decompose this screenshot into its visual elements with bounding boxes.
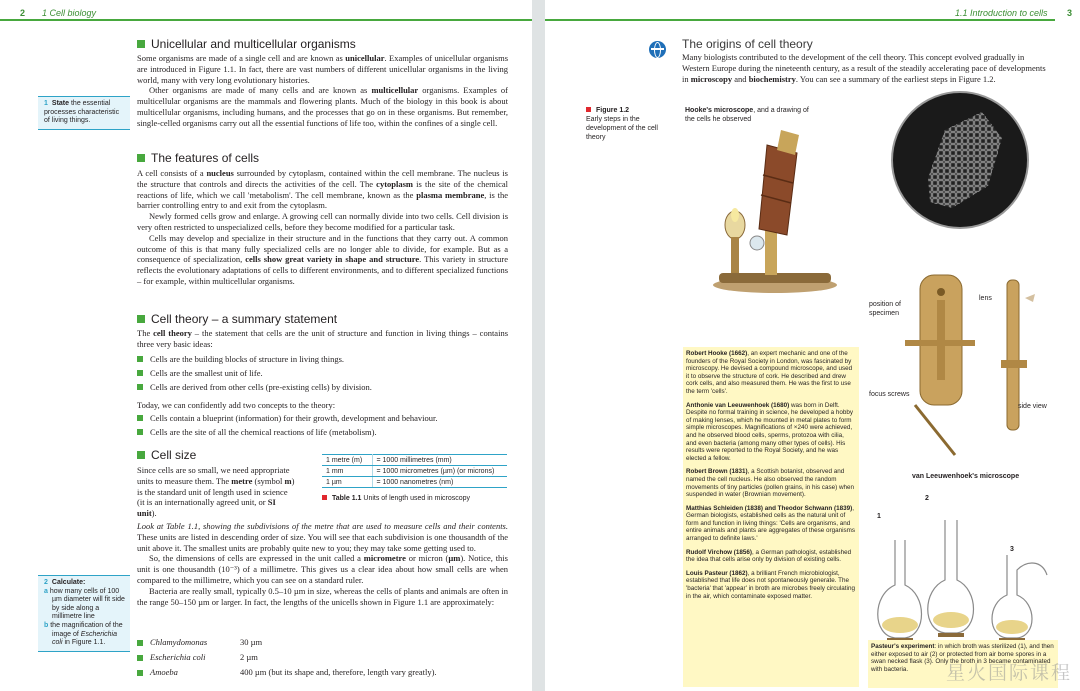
table-row: 1 metre (m) = 1000 millimetres (mm): [322, 455, 507, 466]
leeuwenhoek-microscope-illustration: [895, 270, 1045, 470]
history-entry: Robert Hooke (1662), an expert mechanic and one of the founders of the Royal Society in London, was fascinated by microscopy. He devised a compound microscope, and used it to observe the structure of cork. He described and drew cork cells, and also measured them. He was the first to use the term 'cells'.: [686, 350, 853, 395]
hooke-label: Hooke's microscope, and a drawing of the cells he observed: [685, 107, 809, 123]
pasteur-flasks-illustration: [867, 500, 1067, 645]
sec4-body: Look at Table 1.1, showing the subdivisions of the metre that are used to measure cells and their contents. These units are listed in descending order of size. You will see that each subdivision is one thousandth of the unit above it. The smallest units are probably quite new to you; they may take some getting used to. So, the dimensions of cells are expressed in the unit called a micrometre or micron (µm). Notice, this unit is one thousandth (10⁻³) of a millimetre. This gives us a clear idea about how small cells are when compared to the millimetre, which you can see on a standard ruler. Bacteria are really small, typically 0.5–10 µm in size, whereas the cells of plants and animals are often in the range 50–150 µm or larger. In fact, the lengths of the unicells shown in Figure 1.1 are approximately:: [137, 521, 508, 607]
units-table: [322, 454, 507, 488]
question-note-1: 1 State the essential processes characteristic of living things.: [38, 96, 130, 130]
history-entry: Louis Pasteur (1862), a brilliant French microbiologist, established that life does not spontaneously generate. The 'bacteria' that 'appear' in broth are microbes freely circulating in the air, which contaminate exposed matter.: [686, 569, 855, 600]
header-rule-left: [0, 19, 532, 21]
list-item: Cells are the building blocks of structure in living things.: [137, 352, 508, 366]
label-lens: lens: [979, 295, 992, 302]
pasteur-caption: Pasteur's experiment: in which broth was sterilized (1), and then either exposed to air (2) or protected from air borne spores in a swan necked flask (3). Only the broth in 3 became contaminated with bacteria.: [868, 640, 1058, 688]
left-page: 2 1 Cell biology Unicellular and multicellular organisms Some organisms are made of a single cell and are known as unicellular. Examples of unicellular organisms are introduced in Figure 1.1. In fact, there are vast numbers of different unicellular organisms in the living world, many with very long evolutionary histories. Other organisms are made of many cells and are known as multicellular organisms. Examples of multicellular organisms are the mammals and flowering plants. Much of the biology in this book is about multicellular organisms, including humans, and the processes that go on in these organisms. But remember, single-celled organisms carry out all the essential functions of life too, within the confines of a single cell. 1 State the essential processes characteristic of living things. The features of cells A cell consists of a nucleus surrounded by cytoplasm, contained within the cell membrane. The nucleus is the structure that controls and directs the activities of the cell. The cytoplasm is the site of the chemical reactions of life, which we call 'metabolism'. The cell membrane, known as the plasma membrane, is the barrier controlling entry to and exit from the cytoplasm. Newly formed cells grow and enlarge. A growing cell can normally divide into two cells. Cell division is very often restricted to unspecialized cells, before they become modified for a particular task. Cells may develop and specialize in their structure and in the functions that they carry out. A common outcome of this is that many fully specialized cells are no longer able to divide, for example. But as a consequence of specialization, cells show great variety in shape and structure. This variety in structure reflects the evolutionary adaptations of cells to different environments, and to different specialized functions – for example, within multicellular organisms. Cell theory – a summary statement The cell theory – the statement that cells are the unit of structure and function in living things – contains three very basic ideas: Cells are the building blocks of structure in living things. Cells are the smallest unit of life. Cells are derived from other cells (pre-existing cells) by division. Today, we can confidently add two concepts to the theory: Cells contain a blueprint (information) for their growth, development and behaviour. Cells are the site of all the chemical reactions of life (metabolism). Cell size Since cells are so small, we need appropriate units to measure them. The metre (symbol m) is the standard unit of length used in science (it is an internationally agreed unit, or SI unit). Look at Table 1.1, showing the subdivisions of the metre that are used to measure cells and their contents. These units are listed in descending order of size. You will see that each subdivision is one thousandth of the unit above it. The smallest units are probably quite new to you; they may take some getting used to. So, the dimensions of cells are expressed in the unit called a micrometre or micron (µm). Notice, this unit is one thousandth (10⁻³) of a millimetre. This gives us a clear idea about how small cells are when compared to the millimetre, which you can see on a standard ruler. Bacteria are really small, typically 0.5–10 µm in size, whereas the cells of plants and animals are often in the range 50–150 µm or larger. In fact, the lengths of the unicells shown in Figure 1.1 are approximately: Chlamydomonas 30 µm Escherichia coli 2 µm Amoeba 400 µm (but its shape and, therefore, length vary greatly). 1 metre (m) = 1000 millimetres (mm) 1 mm = 1000 micrometres (µm) (or microns) 1 µm = 1000 nanometres (nm) Table 1.1 Units of length used in microscopy 2 Calculate: a how many cells of 100 µm diameter will fit side by side along a millimetre line b the magnification of the image of Escherichia coli in Figure 1.1.: [0, 0, 532, 691]
heading-unicellular: Unicellular and multicellular organisms: [137, 37, 356, 51]
page-number-left: 2: [20, 8, 26, 18]
caption-marker-icon: [586, 107, 591, 112]
watermark: 星火国际课程: [945, 662, 1072, 684]
heading-bullet-icon: [137, 451, 145, 459]
theory-list-2: [137, 411, 508, 439]
list-item: Cells are the site of all the chemical reactions of life (metabolism).: [137, 425, 508, 439]
flask-number-1: 1: [877, 513, 881, 520]
history-entry: Robert Brown (1831), a Scottish botanist, observed and named the cell nucleus. He also observed the random movements of tiny particles (pollen grains, in his case) when suspended in water (Brownian movement).: [686, 468, 854, 499]
list-item: Cells are derived from other cells (pre-existing cells) by division.: [137, 380, 508, 394]
history-entry: Anthonie van Leeuwenhoek (1680) was born in Delft. Despite no formal training in science, he developed a hobby of making lenses, which he mounted in metal plates to form simple microscopes. Magnifications of ×240 were achieved, and he observed blood cells, sperms, protozoa with cilia, and even bacteria (among many other types of cells). His results were reported to the Royal Society, and he was elected a fellow.: [686, 401, 853, 462]
history-entry: Matthias Schleiden (1838) and Theodor Schwann (1839), German biologists, established cells as the natural unit of form and function in living things: 'Cells are organisms, and entire animals and plants are aggregates of these organisms arranged to definite laws.': [686, 504, 856, 543]
history-entry: Rudolf Virchow (1856), a German pathologist, established the idea that cells arise only by division of existing cells.: [686, 548, 852, 564]
figure-caption: Figure 1.2 Early steps in the development of the cell theory: [586, 107, 658, 141]
flask-number-3: 3: [1010, 546, 1014, 553]
header-rule-right: [545, 19, 1055, 21]
sec3-intro: The cell theory – the statement that cells are the unit of structure and function in living things – contains three very basic ideas:: [137, 328, 509, 349]
sec3-add: Today, we can confidently add two concepts to the theory:: [137, 400, 336, 410]
table-caption: Table 1.1 Units of length used in microscopy: [322, 495, 470, 502]
table-row: 1 µm = 1000 nanometres (nm): [322, 477, 507, 488]
label-focus-screws: focus screws: [869, 391, 910, 398]
running-head-right: 1.1 Introduction to cells: [955, 8, 1048, 18]
theory-list-1: [137, 352, 508, 394]
heading-cell-size: Cell size: [137, 448, 196, 462]
heading-features: The features of cells: [137, 151, 259, 165]
table-row: 1 mm = 1000 micrometres (µm) (or microns): [322, 466, 507, 477]
label-position-specimen: position of specimen: [869, 301, 901, 317]
origins-intro: Many biologists contributed to the development of the cell theory. This concept evolved gradually in Western Europe during the nineteenth century, as a result of the steadily accelerating pace of developments in microscopy and biochemistry. You can see a summary of the earliest steps in Figure 1.2.: [682, 52, 1046, 84]
caption-marker-icon: [322, 495, 327, 500]
heading-bullet-icon: [137, 154, 145, 162]
question-note-2: 2 Calculate: a how many cells of 100 µm diameter will fit side by side along a millimetre line b the magnification of the image of Escherichia coli in Figure 1.1.: [38, 575, 130, 652]
heading-origins: The origins of cell theory: [682, 37, 813, 51]
heading-bullet-icon: [137, 315, 145, 323]
globe-icon: [649, 41, 666, 58]
sec4-body-narrow: Since cells are so small, we need appropriate units to measure them. The metre (symbol m) is the standard unit of length used in science (it is an internationally agreed unit, or SI unit).: [137, 465, 295, 519]
page-number-right: 3: [1067, 8, 1073, 18]
list-item: Cells are the smallest unit of life.: [137, 366, 508, 380]
cork-cells-drawing: [890, 90, 1030, 230]
running-head-left: 1 Cell biology: [42, 8, 97, 18]
label-side-view: side view: [1018, 403, 1047, 410]
list-item: Cells contain a blueprint (information) for their growth, development and behaviour.: [137, 411, 508, 425]
sec1-body: Some organisms are made of a single cell and are known as unicellular. Examples of unicellular organisms are introduced in Figure 1.1. In fact, there are vast numbers of different unicellular organisms in the living world, many with very long evolutionary histories. Other organisms are made of many cells and are known as multicellular organisms. Examples of multicellular organisms are the mammals and flowering plants. Much of the biology in this book is about multicellular organisms, including humans, and the processes that go on in these organisms. But remember, single-celled organisms carry out all the essential functions of life too, within the confines of a single cell.: [137, 53, 509, 128]
heading-cell-theory: Cell theory – a summary statement: [137, 312, 337, 326]
label-leeuwenhoek: van Leeuwenhoek's microscope: [912, 473, 1020, 480]
sec2-body: A cell consists of a nucleus surrounded by cytoplasm, contained within the cell membrane. The nucleus is the structure that controls and directs the activities of the cell. The cytoplasm is the site of the chemical reactions of life, which we call 'metabolism'. The cell membrane, known as the plasma membrane, is the barrier controlling entry to and exit from the cytoplasm. Newly formed cells grow and enlarge. A growing cell can normally divide into two cells. Cell division is very often restricted to unspecialized cells, before they become modified for a particular task. Cells may develop and specialize in their structure and in the functions that they carry out. A common outcome of this is that many fully specialized cells are no longer able to divide, for example. But as a consequence of specialization, cells show great variety in shape and structure. This variety in structure reflects the evolutionary adaptations of cells to different environments, and to different specialized functions – for example, within multicellular organisms.: [137, 168, 509, 286]
right-page: [545, 0, 1080, 691]
heading-bullet-icon: [137, 40, 145, 48]
history-box: [683, 347, 859, 687]
flask-number-2: 2: [925, 495, 929, 502]
hooke-microscope-illustration: [705, 125, 845, 295]
